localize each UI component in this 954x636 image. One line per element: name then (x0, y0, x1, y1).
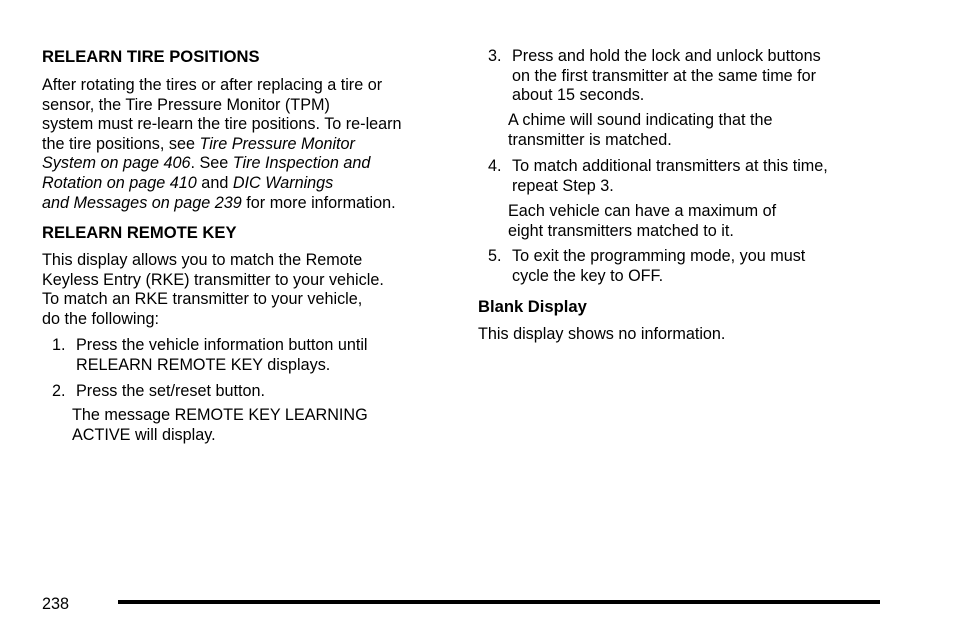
text-span: for more information. (241, 193, 396, 212)
cross-reference: System on page 406 (42, 154, 191, 173)
text-span: . See (190, 154, 233, 173)
text-line: about 15 seconds. (512, 86, 645, 105)
text-span: Press the vehicle information button until (76, 336, 368, 354)
cross-reference: and Messages on page 239 (42, 193, 242, 212)
text-span: Press the set/reset button. (76, 382, 265, 400)
text-line: transmitter is matched. (508, 130, 672, 149)
text-line: Each vehicle can have a maximum of (508, 202, 777, 220)
text-line (52, 336, 368, 356)
text-line (488, 247, 805, 267)
step-number: 4. (488, 157, 502, 175)
list-item-step-4 (488, 157, 828, 196)
heading-relearn-remote-key: RELEARN REMOTE KEY (42, 223, 237, 242)
text-line: repeat Step 3. (512, 176, 614, 195)
heading-blank-display: Blank Display (478, 297, 587, 316)
text-span: and (196, 173, 233, 192)
step-4-note (508, 202, 776, 241)
list-item-step-3 (488, 47, 821, 106)
text-line: A chime will sound indicating that the (508, 111, 773, 129)
text-line: To match an RKE transmitter to your vehicle, (42, 290, 363, 309)
text-line (42, 194, 402, 214)
text-line: RELEARN REMOTE KEY displays. (76, 355, 331, 374)
paragraph-relearn-tire-positions (42, 76, 402, 213)
paragraph-blank-display: This display shows no information. (478, 325, 726, 343)
text-line: sensor, the Tire Pressure Monitor (TPM) (42, 95, 330, 114)
text-line: eight transmitters matched to it. (508, 221, 734, 240)
text-span: Press and hold the lock and unlock buttons (512, 47, 821, 65)
cross-reference: DIC Warnings (232, 173, 334, 192)
text-line: do the following: (42, 309, 159, 328)
cross-reference: Tire Pressure Monitor (199, 134, 355, 153)
text-line: This display allows you to match the Remote (42, 251, 363, 269)
text-line (42, 154, 402, 174)
text-line: After rotating the tires or after replacing a tire or (42, 76, 383, 94)
step-2-note (72, 406, 368, 445)
text-span: To match additional transmitters at this time, (512, 157, 828, 175)
step-number: 2. (52, 382, 66, 400)
cross-reference: Rotation on page 410 (42, 173, 197, 192)
footer-rule (118, 600, 880, 604)
text-span: To exit the programming mode, you must (512, 247, 806, 265)
paragraph-relearn-remote-key (42, 251, 384, 329)
heading-relearn-tire-positions: RELEARN TIRE POSITIONS (42, 47, 260, 66)
text-span: the tire positions, see (42, 134, 200, 153)
step-number: 3. (488, 47, 502, 65)
text-line: on the first transmitter at the same time for (512, 66, 817, 85)
text-line: Keyless Entry (RKE) transmitter to your vehicle. (42, 270, 384, 289)
list-item-step-5 (488, 247, 805, 286)
text-line: The message REMOTE KEY LEARNING (72, 406, 368, 424)
page-number: 238 (42, 595, 70, 613)
text-line (42, 135, 402, 155)
text-line (488, 157, 828, 177)
list-item-step-1 (52, 336, 368, 375)
text-line: cycle the key to OFF. (512, 266, 664, 285)
text-line (42, 174, 402, 194)
list-item-step-2 (52, 382, 265, 402)
text-line (488, 47, 821, 67)
step-number: 5. (488, 247, 502, 265)
step-3-note (508, 111, 773, 150)
text-line: system must re-learn the tire positions. To re-learn (42, 115, 402, 134)
text-line: ACTIVE will display. (72, 425, 216, 444)
step-number: 1. (52, 336, 66, 354)
text-line (52, 382, 265, 402)
cross-reference: Tire Inspection and (232, 154, 371, 173)
